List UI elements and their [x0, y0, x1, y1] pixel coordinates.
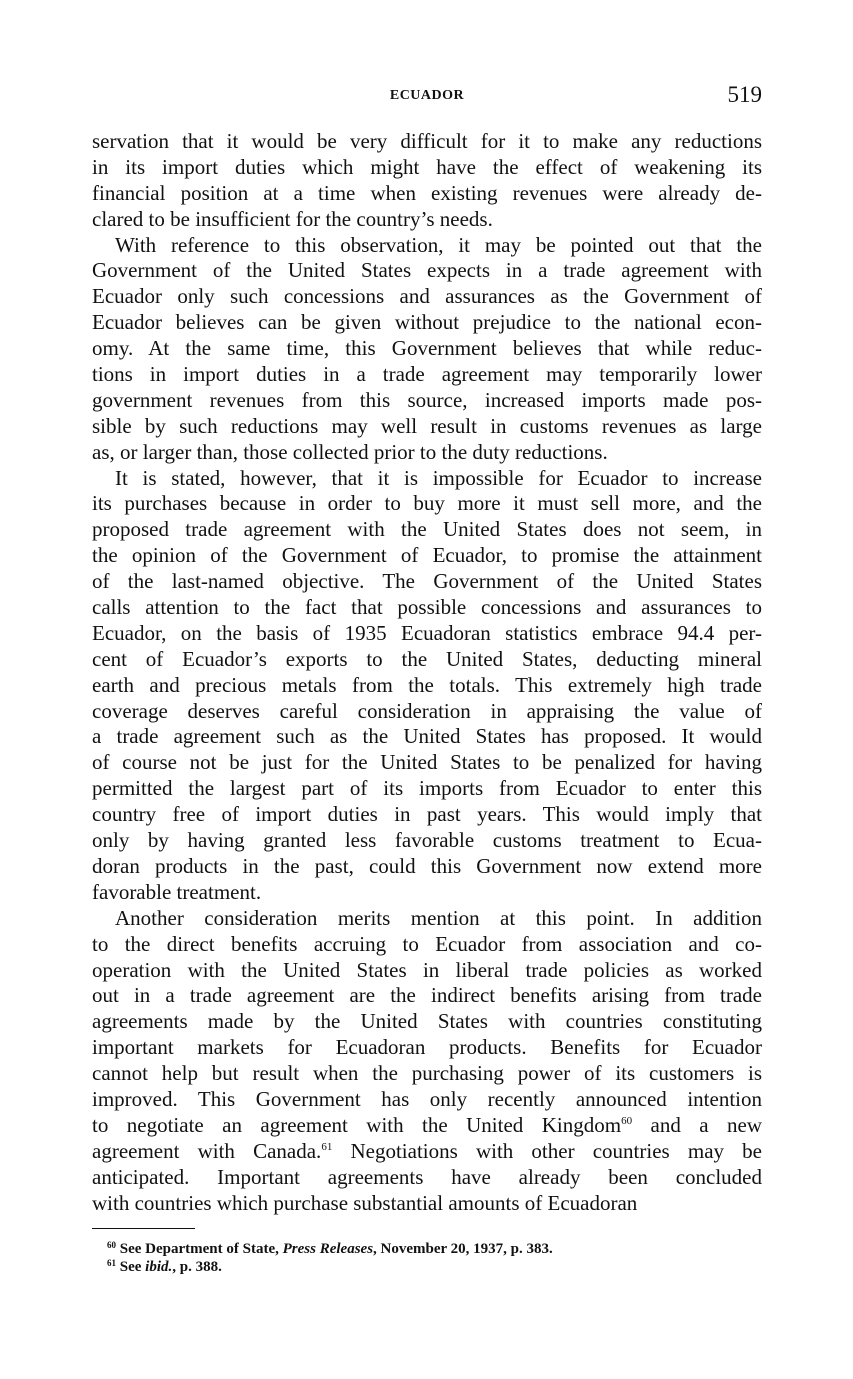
text-line: earth and precious metals from the totals. This extremely high trade: [92, 672, 762, 697]
footnote-text: See Department of State,: [119, 1241, 283, 1257]
text-line: a trade agreement such as the United States has proposed. It would: [92, 724, 762, 749]
footnote: [107, 1258, 553, 1276]
text-line: cent of Ecuador’s exports to the United States, deducting mineral: [92, 646, 762, 671]
text-line: to the direct benefits accruing to Ecuador from association and co-: [92, 931, 762, 956]
body-text: [92, 129, 762, 1216]
text-line: operation with the United States in liberal trade policies as worked: [92, 957, 762, 982]
text-line: anticipated. Important agreements have already been concluded: [92, 1164, 762, 1189]
text-line: in its import duties which might have the effect of weakening its: [92, 154, 762, 179]
text-line: coverage deserves careful consideration in appraising the value of: [92, 698, 762, 723]
text-line: out in a trade agreement are the indirect benefits arising from trade: [92, 983, 762, 1008]
text-line: of the last-named objective. The Government of the United States: [92, 569, 762, 594]
text-line: Another consideration merits mention at this point. In addition: [115, 905, 762, 930]
text-segment: Negotiations with other countries may be: [332, 1138, 762, 1163]
text-line: tions in import duties in a trade agreement may temporarily lower: [92, 362, 762, 387]
text-line: the opinion of the Government of Ecuador, to promise the attainment: [92, 543, 762, 568]
text-segment: agreement with Canada.: [92, 1138, 322, 1163]
text-line: improved. This Government has only recently announced intention: [92, 1086, 762, 1111]
text-line: as, or larger than, those collected prior to the duty reductions.: [92, 439, 608, 464]
text-line: agreements made by the United States with countries constituting: [92, 1009, 762, 1034]
paragraph: [92, 906, 762, 1217]
footnote-text: See: [119, 1259, 146, 1275]
footnote: [107, 1240, 553, 1258]
footnote-reference: 61: [321, 1140, 333, 1153]
page-header: [92, 82, 762, 112]
text-line: calls attention to the fact that possible concessions and assurances to: [92, 595, 762, 620]
text-line: servation that it would be very difficult for it to make any reductions: [92, 129, 762, 153]
text-line: omy. At the same time, this Government believes that while reduc-: [92, 336, 762, 361]
text-line: [92, 1113, 762, 1139]
text-line: country free of import duties in past years. This would imply that: [92, 802, 762, 827]
text-line: of course not be just for the United States to be penalized for having: [92, 750, 762, 775]
paragraph: [92, 466, 762, 906]
text-line: important markets for Ecuadoran products. Benefits for Ecuador: [92, 1035, 762, 1060]
paragraph: [92, 233, 762, 466]
paragraph: [92, 129, 762, 233]
footnote-title: ibid.: [145, 1259, 173, 1275]
footnote-rule: [92, 1228, 195, 1229]
text-line: With reference to this observation, it may be pointed out that the: [115, 232, 762, 257]
footnote-reference: 60: [621, 1114, 633, 1127]
running-title: ECUADOR: [389, 88, 465, 103]
footnote-title: Press Releases: [282, 1241, 374, 1257]
text-line: cannot help but result when the purchasing power of its customers is: [92, 1061, 762, 1086]
text-line: It is stated, however, that it is impossible for Ecuador to increase: [115, 465, 762, 490]
text-line: proposed trade agreement with the United States does not seem, in: [92, 517, 762, 542]
text-line: with countries which purchase substantial amounts of Ecuadoran: [92, 1190, 638, 1215]
text-line: clared to be insufficient for the country’s needs.: [92, 206, 493, 231]
text-line: financial position at a time when existing revenues were already de-: [92, 180, 762, 205]
text-line: only by having granted less favorable customs treatment to Ecua-: [92, 828, 762, 853]
footnote-marker: 60: [107, 1240, 116, 1250]
text-line: doran products in the past, could this Government now extend more: [92, 853, 762, 878]
text-segment: to negotiate an agreement with the United Kingdom: [92, 1112, 622, 1137]
text-line: permitted the largest part of its imports from Ecuador to enter this: [92, 776, 762, 801]
text-segment: and a new: [632, 1112, 762, 1137]
text-line: favorable treatment.: [92, 879, 262, 904]
text-line: government revenues from this source, increased imports made pos-: [92, 387, 762, 412]
text-line: Government of the United States expects in a trade agreement with: [92, 258, 762, 283]
text-line: sible by such reductions may well result in customs revenues as large: [92, 413, 762, 438]
page-number: 519: [727, 82, 762, 107]
footnotes: [107, 1240, 553, 1276]
text-line: Ecuador believes can be given without prejudice to the national econ-: [92, 310, 762, 335]
footnote-text: , p. 388.: [172, 1259, 222, 1275]
text-line: [92, 1139, 762, 1165]
footnote-text: , November 20, 1937, p. 383.: [373, 1241, 553, 1257]
text-line: Ecuador only such concessions and assurances as the Government of: [92, 284, 762, 309]
text-line: its purchases because in order to buy more it must sell more, and the: [92, 491, 762, 516]
text-line: Ecuador, on the basis of 1935 Ecuadoran statistics embrace 94.4 per-: [92, 620, 762, 645]
footnote-marker: 61: [107, 1258, 116, 1268]
